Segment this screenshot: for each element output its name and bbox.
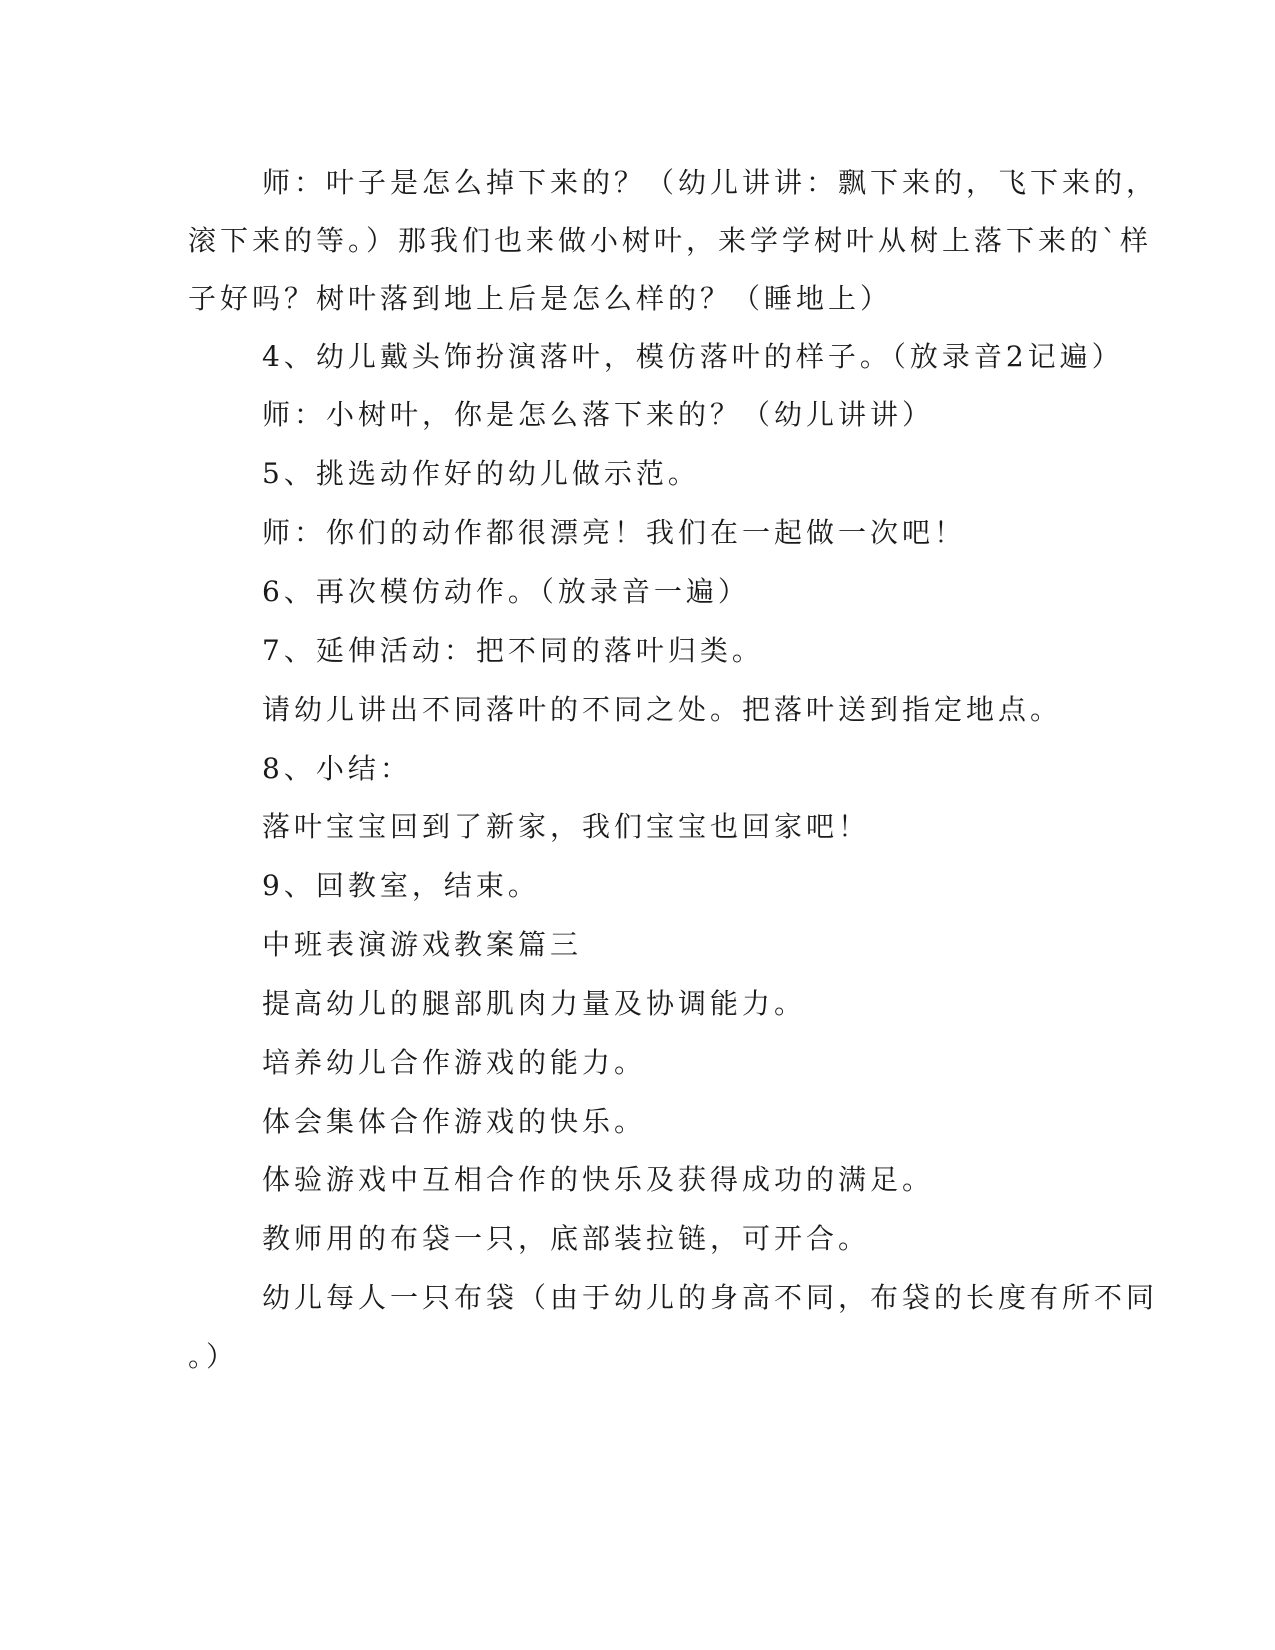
paragraph-line: 子好吗？树叶落到地上后是怎么样的？（睡地上） <box>188 282 893 315</box>
paragraph-line: 提高幼儿的腿部肌肉力量及协调能力。 <box>262 987 807 1020</box>
paragraph-line: 师：小树叶，你是怎么落下来的？（幼儿讲讲） <box>262 398 935 431</box>
step-9-line: 9、回教室，结束。 <box>262 869 540 902</box>
section-heading: 中班表演游戏教案篇三 <box>262 928 583 961</box>
paragraph-line: 教师用的布袋一只，底部装拉链，可开合。 <box>262 1222 871 1255</box>
paragraph-line: 滚下来的等。）那我们也来做小树叶，来学学树叶从树上落下来的`样 <box>188 224 1153 257</box>
step-7-line: 7、延伸活动：把不同的落叶归类。 <box>262 634 764 667</box>
paragraph-line: 体会集体合作游戏的快乐。 <box>262 1105 647 1138</box>
step-4-line: 4、幼儿戴头饰扮演落叶，模仿落叶的样子。（放录音2记遍） <box>262 340 1124 373</box>
paragraph-line: 师：你们的动作都很漂亮！我们在一起做一次吧！ <box>262 516 967 549</box>
step-5-line: 5、挑选动作好的幼儿做示范。 <box>262 457 700 490</box>
paragraph-line: 幼儿每人一只布袋（由于幼儿的身高不同，布袋的长度有所不同 <box>262 1281 1159 1314</box>
paragraph-line: 培养幼儿合作游戏的能力。 <box>262 1046 647 1079</box>
paragraph-line: 体验游戏中互相合作的快乐及获得成功的满足。 <box>262 1163 935 1196</box>
paragraph-line: 落叶宝宝回到了新家，我们宝宝也回家吧！ <box>262 810 871 843</box>
step-6-line: 6、再次模仿动作。（放录音一遍） <box>262 575 750 608</box>
paragraph-line: 请幼儿讲出不同落叶的不同之处。把落叶送到指定地点。 <box>262 693 1063 726</box>
step-8-line: 8、小结： <box>262 752 412 785</box>
paragraph-line: 。） <box>188 1340 239 1373</box>
paragraph-line: 师：叶子是怎么掉下来的？（幼儿讲讲：飘下来的，飞下来的， <box>262 166 1159 199</box>
